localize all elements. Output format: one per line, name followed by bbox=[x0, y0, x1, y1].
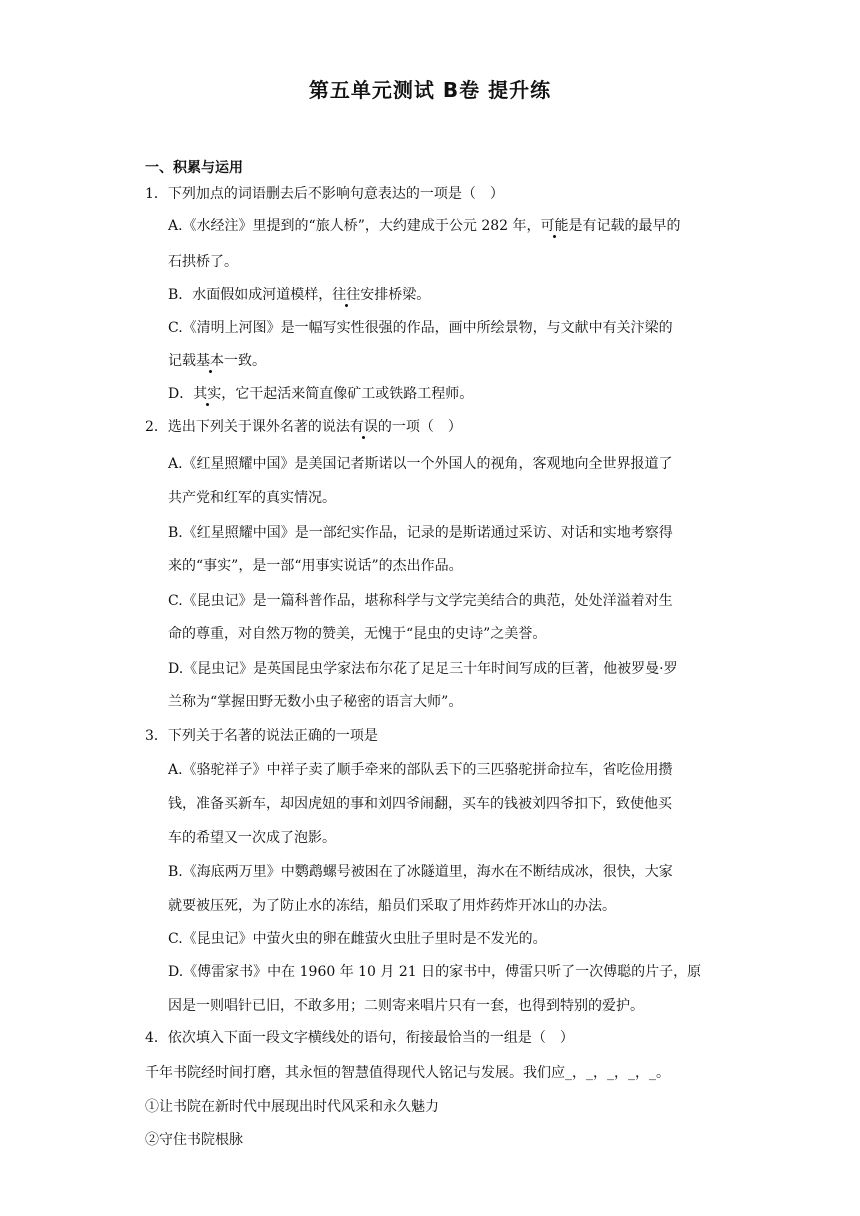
question-2-option-a: A.《红星照耀中国》是美国记者斯诺以一个外国人的视角，客观地向全世界报道了 bbox=[168, 456, 673, 472]
question-1-option-c: C.《清明上河图》是一幅写实性很强的作品，画中所绘景物，与文献中有关汴梁的 bbox=[168, 320, 673, 336]
question-2-option-a-cont: 共产党和红军的真实情况。 bbox=[168, 490, 336, 506]
question-3-option-c: C.《昆虫记》中萤火虫的卵在雌萤火虫肚子里时是不发光的。 bbox=[168, 931, 547, 947]
option-text: 安排桥梁。 bbox=[360, 287, 431, 303]
question-1-option-a bbox=[168, 216, 681, 236]
emphasized-word: 基本 bbox=[196, 353, 224, 369]
emphasized-word: 其实 bbox=[193, 386, 222, 402]
question-2-option-b: B.《红星照耀中国》是一部纪实作品，记录的是斯诺通过采访、对话和实地考察得 bbox=[168, 525, 673, 541]
question-3-option-a-cont: 钱，准备买新车，却因虎妞的事和刘四爷闹翻，买车的钱被刘四爷扣下，致使他买 bbox=[168, 796, 672, 812]
question-2-option-b-cont: 来的“事实”，是一部“用事实说话”的杰出作品。 bbox=[168, 558, 463, 574]
question-2-option-d-cont: 兰称为“掌握田野无数小虫子秘密的语言大师”。 bbox=[168, 694, 463, 710]
option-text: 是有记载的最早的 bbox=[568, 218, 681, 234]
question-3-option-a-cont2: 车的希望又一次成了泡影。 bbox=[168, 830, 336, 846]
question-2-option-c-cont: 命的尊重，对自然万物的赞美，无愧于“昆虫的史诗”之美誉。 bbox=[168, 626, 547, 642]
question-3-option-b-cont: 就要被压死，为了防止水的冻结，船员们采取了用炸药炸开冰山的办法。 bbox=[168, 898, 616, 914]
emphasized-word: 往往 bbox=[332, 287, 361, 303]
question-3-option-b: B.《海底两万里》中鹦鹉螺号被困在了冰隧道里，海水在不断结成冰，很快，大家 bbox=[168, 864, 673, 880]
option-text: 记载 bbox=[168, 353, 196, 369]
question-2-option-c: C.《昆虫记》是一篇科普作品，堪称科学与文学完美结合的典范，处处洋溢着对生 bbox=[168, 593, 673, 609]
question-4-stem: 4．依次填入下面一段文字横线处的语句，衔接最恰当的一组是（ ） bbox=[145, 1030, 574, 1046]
option-text: D． bbox=[168, 386, 194, 402]
page-title: 第五单元测试 B卷 提升练 bbox=[308, 78, 552, 102]
emphasized-word: 可能 bbox=[540, 218, 569, 234]
question-3-stem: 3．下列关于名著的说法正确的一项是 bbox=[145, 728, 378, 744]
question-3-option-a: A.《骆驼祥子》中祥子卖了顺手牵来的部队丢下的三匹骆驼拼命拉车，省吃俭用攒 bbox=[168, 762, 673, 778]
question-1-option-d bbox=[168, 384, 473, 404]
emphasized-word: 有误 bbox=[349, 419, 378, 435]
question-1-option-b bbox=[168, 285, 430, 305]
question-2-option-d: D.《昆虫记》是英国昆虫学家法布尔花了足足三十年时间写成的巨著，他被罗曼·罗 bbox=[168, 661, 678, 677]
question-3-option-d-cont: 因是一则唱针已旧，不敢多用；二则寄来唱片只有一套，也得到特别的爱护。 bbox=[168, 998, 644, 1014]
question-1-option-c-cont bbox=[168, 351, 266, 371]
stem-text: 2．选出下列关于课外名著的说法 bbox=[145, 419, 350, 435]
option-text: 一致。 bbox=[224, 353, 266, 369]
question-4-passage: 千年书院经时间打磨，其永恒的智慧值得现代人铭记与发展。我们应_，_，_，_，_。 bbox=[145, 1065, 670, 1081]
option-text: B．水面假如成河道模样， bbox=[168, 287, 333, 303]
question-4-item-1: ①让书院在新时代中展现出时代风采和永久魅力 bbox=[145, 1099, 439, 1115]
question-2-stem bbox=[145, 417, 462, 437]
option-text: ，它干起活来简直像矿工或铁路工程师。 bbox=[221, 386, 474, 402]
question-4-item-2: ②守住书院根脉 bbox=[145, 1132, 243, 1148]
stem-text: 的一项（ ） bbox=[377, 419, 462, 435]
option-text: A.《水经注》里提到的“旅人桥”，大约建成于公元 282 年， bbox=[168, 218, 541, 234]
question-1-option-a-cont: 石拱桥了。 bbox=[168, 254, 238, 270]
question-3-option-d: D.《傅雷家书》中在 1960 年 10 月 21 日的家书中，傅雷只听了一次傅聪的片子，原 bbox=[168, 964, 702, 980]
question-1-stem: 1．下列加点的词语删去后不影响句意表达的一项是（ ） bbox=[145, 186, 504, 202]
section-heading: 一、积累与运用 bbox=[145, 160, 243, 176]
